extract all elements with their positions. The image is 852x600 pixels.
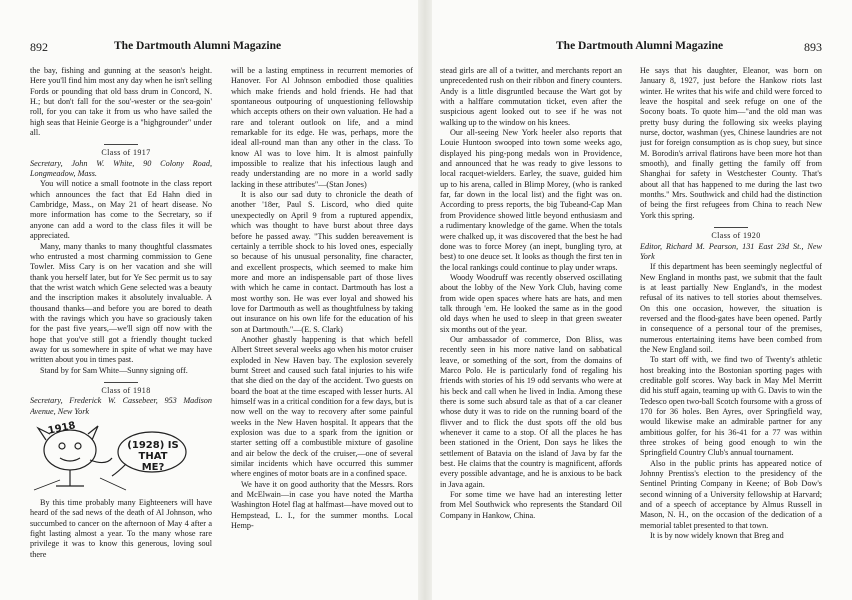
left-column-1: [30, 66, 212, 596]
class-heading-1917: Class of 1917: [101, 148, 151, 158]
paragraph: If this department has been seemingly neglectful of New England in months past, we submit that the fault is at least partially New England's, in the modest refusal of its natives to tell stories about themselves. On this one occasion, however, the situation is reversed and the flood-gates have been opened. Partly in consequence of a personal tour of the premises, numerous entertaining items have been combed from the New England soil.: [640, 262, 822, 354]
paragraph: Our ambassador of commerce, Don Bliss, was recently seen in his more native land on sabbatical leave, or something of the sort, from the domains of Marco Polo. He is particularly fond of regaling his friends with stories of his 19 odd servants who were at his beck and call when he lived in India. Among these there is some such absurd tale as that of a car cleaner whose duty it was to ride on the running board of the flivver and to flick the dust spots off the old bus whenever it came to a stop. Of all the places he has been stationed in the Orient, Don says he likes the settlement of Batavia on the island of Java by far the best. He claims that the country is magnificent, affords every possible advantage, and he is anxious to be back in Java again.: [440, 334, 622, 489]
divider: [104, 144, 138, 145]
paragraph: We have it on good authority that the Messrs. Rors and McElwain—in case you have noted the Martha Washington Hotel flag at halfmast—have moved out to Hempstead, L. I., for the summer months. Local Hemp-: [231, 479, 413, 531]
divider: [104, 382, 138, 383]
right-column-1: [440, 66, 622, 596]
class-heading-1918: Class of 1918: [101, 385, 151, 395]
paragraph: By this time probably many Eighteeners will have heard of the sad news of the death of Al Johnson, who succumbed to cancer on the afternoon of May 4 after a fight lasting almost a year. To the many whose rare privilege it was to know this generous, loving soul there: [30, 498, 212, 559]
paragraph: It is also our sad duty to chronicle the death of another '18er, Paul S. Liscord, who died quite unexpectedly on April 9 from a ruptured appendix, which was thought to have burst about three days before he passed away. "This sudden bereavement is certainly a terrible shock to his loved ones, especially so because of his unusual personality, fine character, and excellent prospects, which seemed to make him more and more an indispensable part of those lives with which he came in contact. Dartmouth has lost a most worthy son. He was ever loyal and showed his love for Dartmouth as well as thoughtfulness by taking out insurance on his own life for the education of his son at Dartmouth."—(E. S. Clark): [231, 190, 413, 334]
paragraph: For some time we have had an interesting letter from Mel Southwick who represents the Standard Oil Company in Hankow, China.: [440, 490, 622, 520]
cartoon-sign-text: 1918: [47, 420, 77, 437]
right-running-head: The Dartmouth Alumni Magazine: [556, 40, 724, 52]
left-page-number: 892: [30, 40, 48, 54]
paragraph: Stand by for Sam White—Sunny signing off.: [40, 365, 188, 375]
secretary-line-1918: Secretary, Frederick W. Cassebeer, 953 Madison Avenue, New York: [30, 396, 212, 416]
right-page: [432, 0, 852, 600]
paragraph: will be a lasting emptiness in recurrent memories of Hanover. For Al Johnson embodied those qualities which make friends and hold friends. He had that spontaneous outpouring of unquestioning fellowship which accepts others on their own valuation. He had a rare and tolerant outlook on life, and a mind remarkable for its edge. He was, perhaps, more the ideal all-round man than any other in the class. To know Al was to love him. It is almost painfully impossible to realize that his infectious laugh and ready understanding are no more in a world sadly lacking in these attributes"—(Stan Jones): [231, 66, 413, 189]
right-page-number: 893: [804, 40, 822, 54]
paragraph: To start off with, we find two of Twenty's athletic host breaking into the Bostonian sporting pages with creditable golf scores. Way back in May Mel Merritt did his stuff again, teaming up with G. Davis to win the Tedesco open two-ball Scotch foursome with a gross of 170 for 36 holes. Ben Ayres, over Springfield way, would likewise make an admirable partner for any ambitious golfer, for his 36-41 for a 77 was within three strokes of being good enough to win the Springfield Country Club's annual tournament.: [640, 355, 822, 458]
paragraph: Woody Woodruff was recently observed oscillating about the lobby of the New York Club, having come from wide open spaces where hats are hats, and men talk through 'em. He looked the same as in the good old days when he used to sleep in that green sweater six months out of the year.: [440, 272, 622, 334]
paragraph: Another ghastly happening is that which befell Albert Street several weeks ago when his motor cruiser exploded in New Haven bay. The explosion severely burnt Street and caused such fatal injuries to his wife that she died on the day of the accident. Two guests on board the boat at the time escaped with lesser hurts. Al himself was in a critical condition for a few days, but is now well on the way to recovery after some painful weeks in the New Haven hospital. It appears that the explosion was due to a spark from the ignition or starter setting off a combustible mixture of gasoline and air below the deck of the cruiser,—one of several similar incidents which have occurred this summer where engines of motor boats are in a confined space.: [231, 334, 413, 479]
paragraph: He says that his daughter, Eleanor, was born on January 8, 1927, just before the Hankow riots last winter. He writes that his wife and child were forced to leave the hospital and seek refuge on one of the Socony boats. To quote him—"and the old man was pretty busy during the following six weeks playing nurse, doctor, washman (yes, Chinese laundries are not just for foreign consumption as is chop suey, but since M. Borodin's arrival flatirons have been more hot than smooth), and finally getting the family off from Shanghai for safety in Westchester County. That's about all that has happened to me during the last two months." Mrs. Southwick and child had the distinction of being the first refugees from China to reach New York this spring.: [640, 66, 822, 220]
paragraph: Also in the public prints has appeared notice of Johnny Prentiss's election to the presidency of the Sentinel Printing Company in Keene; of Bob Dow's second winning of a University fellowship at Harvard; and of a speech of acceptance by Almus Russell in Mason, N. H., on the occasion of the dedication of a memorial tablet presented to that town.: [640, 458, 822, 530]
secretary-line-1917: Secretary, John W. White, 90 Colony Road, Longmeadow, Mass.: [30, 158, 212, 179]
class-cartoon: [30, 420, 212, 494]
left-column-2: [231, 66, 413, 596]
paragraph: It is by now widely known that Breg and: [650, 531, 784, 541]
paragraph: Many, many thanks to many thoughtful classmates who entrusted a most charming commission to Gene Towler. Miss Cary is on her vacation and she will thank you herself later, but for Ye Sec permit us to say that the wrist watch which Gene selected was a beauty and the inscription makes it absolutely invaluable. A thousand thanks—and before you are bored to death with the ravings which you have so graciously taken for the past five years,—we'll sign off now with the hope that you've still got a friendly thought tucked away for us somewhere in spite of what we may have written about you in times past.: [30, 241, 212, 365]
paragraph: the bay, fishing and gunning at the season's height. Here you'll find him most any day when he isn't selling Fords or pounding that old bass drum in Concord, N. H.; but don't fall for the sou'-wester or the sea-goin' roll, for you can take it from us who have sailed the high seas that Heinie George is a "highgrounder" under all.: [30, 66, 212, 138]
class-heading-1920: Class of 1920: [711, 231, 761, 241]
divider: [714, 227, 748, 228]
left-running-head: The Dartmouth Alumni Magazine: [114, 40, 282, 52]
paragraph: Our all-seeing New York heeler also reports that Louie Huntoon swooped into town some weeks ago, displayed his ping-pong medals won in Providence, and announced that he was ready to give lessons to local racquet-wielders. Earley, the suave, guided him up to his arena, called in Blimp Morey, (who is ranked far, far down in the local list) and the fight was on. According to press reports, the big Tubeand-Cap Man from Providence showed little beyond enthusiasm and a rudimentary knowledge of the game. When the totals were chalked up, it was discovered that the best he had done was to force Morey (an inept, bungling tyro, at best) to one deuce set. It looks as though the first ten in the local rankings could continue to play under wraps.: [440, 128, 622, 272]
left-page: [0, 0, 418, 600]
page-gutter: [418, 0, 432, 600]
editor-line-1920: Editor, Richard M. Pearson, 131 East 23d St., New York: [640, 241, 822, 261]
right-column-2: [640, 66, 822, 596]
paragraph: You will notice a small footnote in the class report which announces the fact that Ed Hahn died in Cambridge, Mass., on May 21 of heart disease. No more information has come to the Secretary, so if anyone can add a word to the class files it will be appreciated.: [30, 179, 212, 241]
paragraph: stead girls are all of a twitter, and merchants report an unprecedented rush on their ribbon and finery counters. Andy is a little disgruntled because the Wart got by with a halffare commutation ticket, even after the suspicious agent looked out to see if he was not walking up to the window on his knees.: [440, 66, 622, 127]
cartoon-caption: (1928) IS THAT ME?: [127, 440, 179, 473]
